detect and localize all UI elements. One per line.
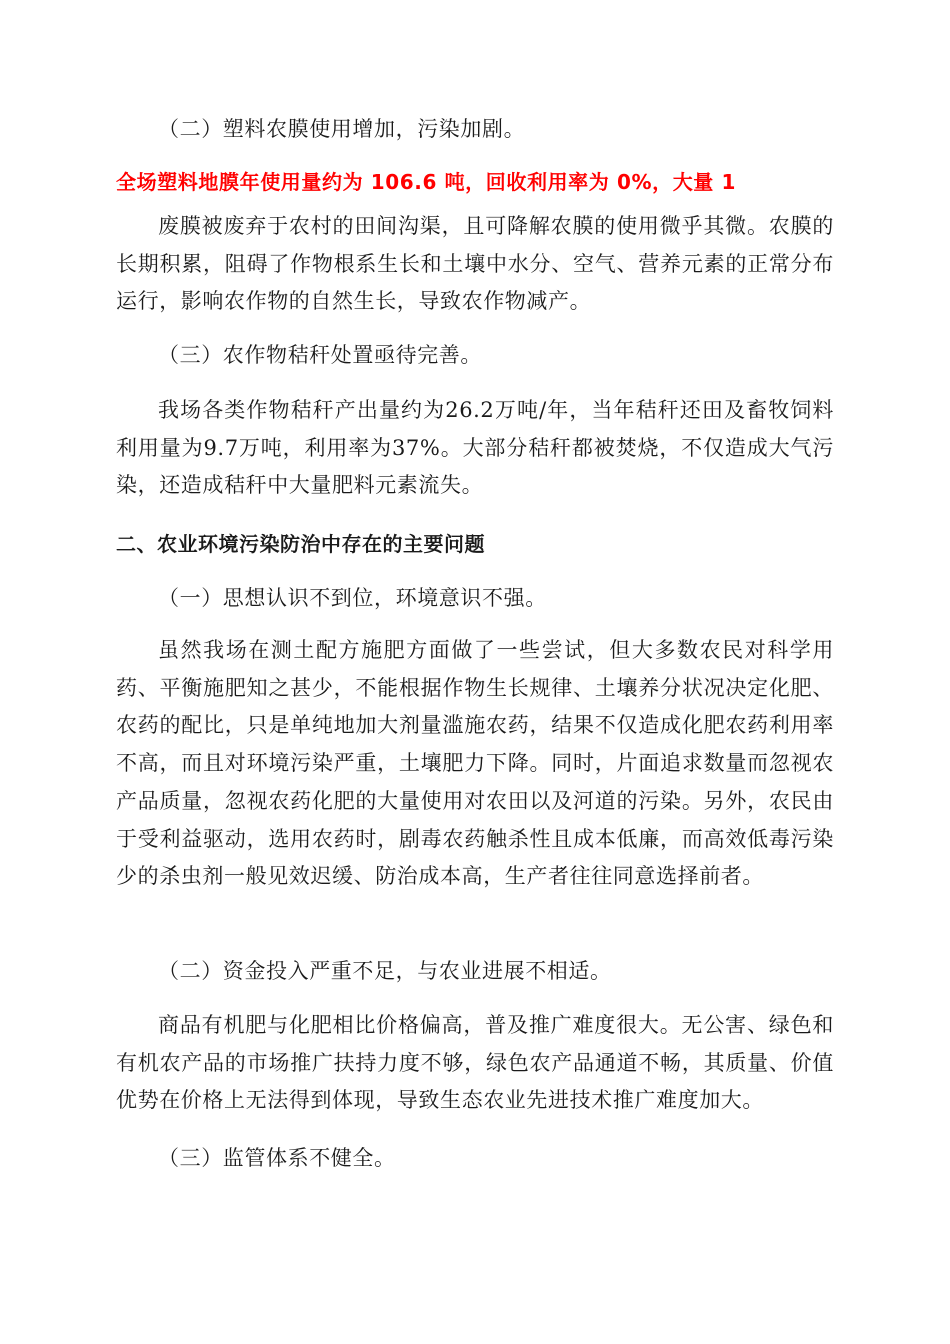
subheading-text: （三）监管体系不健全。 [158,1146,396,1170]
subheading-text: （二）塑料农膜使用增加，污染加剧。 [158,117,526,141]
highlighted-text: 全场塑料地膜年使用量约为 106.6 吨，回收利用率为 0%，大量 1 [116,170,736,194]
paragraph-text: 废膜被废弃于农村的田间沟渠，且可降解农膜的使用微乎其微。农膜的长期积累，阻碍了作物根系生长和土壤中水分、空气、营养元素的正常分布运行，影响农作物的自然生长，导致农作物减产。 [116,214,834,314]
section-heading-text: 二、农业环境污染防治中存在的主要问题 [116,532,485,556]
subheading-awareness [116,580,834,618]
subheading-text: （一）思想认识不到位，环境意识不强。 [158,586,547,610]
subheading-straw [116,337,834,375]
paragraph-text: 商品有机肥与化肥相比价格偏高，普及推广难度很大。无公害、绿色和有机农产品的市场推广扶持力度不够，绿色农产品通道不畅，其质量、价值优势在价格上无法得到体现，导致生态农业先进技术推广难度加大。 [116,1013,834,1113]
paragraph-straw [116,392,834,505]
paragraph-plastic-film [116,208,834,321]
subheading-plastic-film [116,111,834,149]
paragraph-text: 我场各类作物秸秆产出量约为26.2万吨/年，当年秸秆还田及畜牧饲料利用量为9.7万吨，利用率为37%。大部分秸秆都被焚烧，不仅造成大气污染，还造成秸秆中大量肥料元素流失。 [116,398,834,498]
paragraph-funding [116,1007,834,1120]
highlight-line [116,164,834,202]
paragraph-awareness [116,632,834,896]
subheading-text: （三）农作物秸秆处置亟待完善。 [158,343,482,367]
section-heading-main-problems [116,526,834,564]
subheading-supervision [116,1140,834,1178]
subheading-text: （二）资金投入严重不足，与农业进展不相适。 [158,959,612,983]
subheading-funding [116,953,834,991]
paragraph-text: 虽然我场在测土配方施肥方面做了一些尝试，但大多数农民对科学用药、平衡施肥知之甚少，不能根据作物生长规律、土壤养分状况决定化肥、农药的配比，只是单纯地加大剂量滥施农药，结果不仅造成化肥农药利用率不高，而且对环境污染严重，土壤肥力下降。同时，片面追求数量而忽视农产品质量，忽视农药化肥的大量使用对农田以及河道的污染。另外，农民由于受利益驱动，选用农药时，剧毒农药触杀性且成本低廉，而高效低毒污染少的杀虫剂一般见效迟缓、防治成本高，生产者往往同意选择前者。 [116,638,834,889]
